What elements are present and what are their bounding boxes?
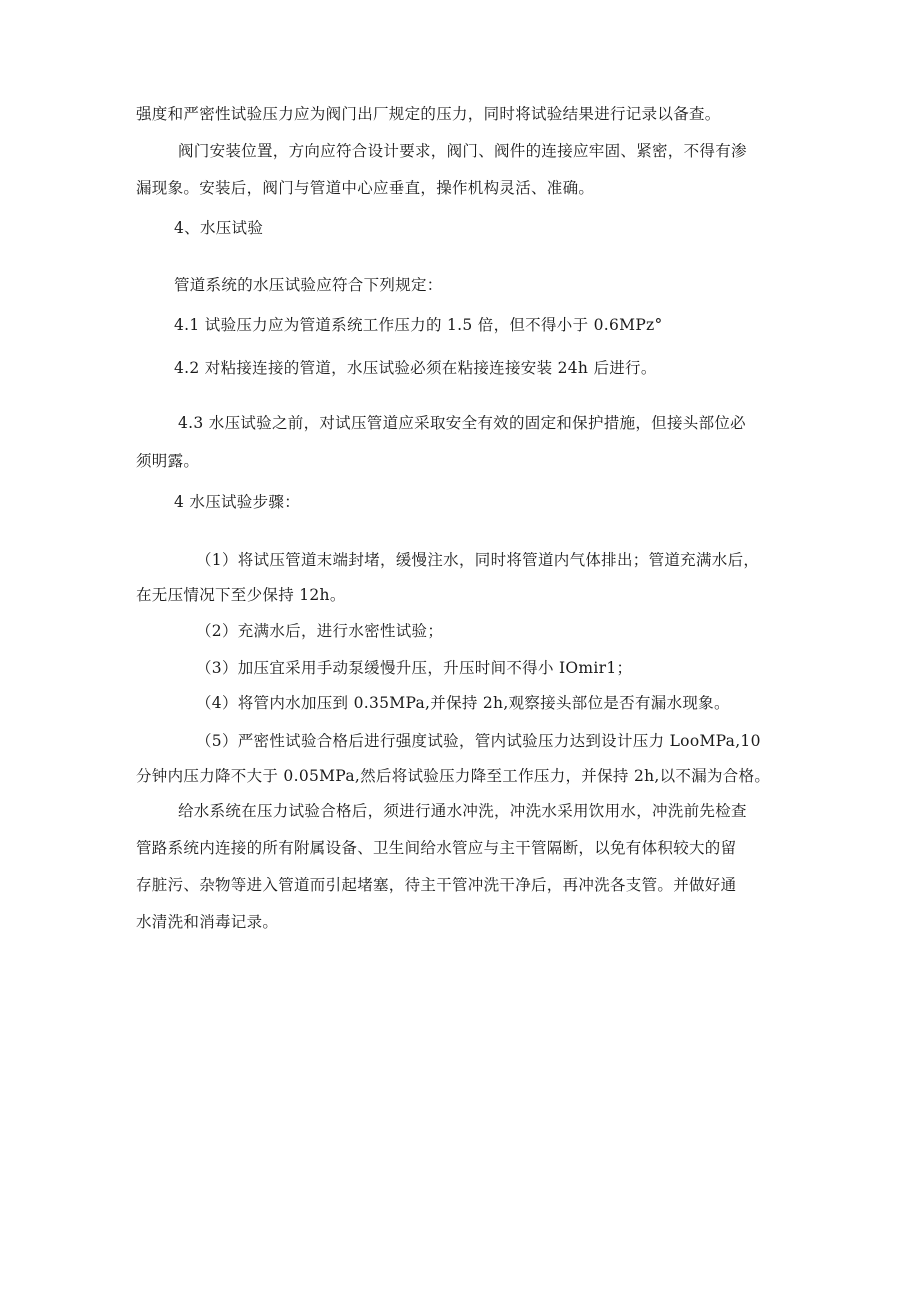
text-line-17: 分钟内压力降不大于 0.05MPa,然后将试验压力降至工作压力，并保持 2h,以不漏为合格。	[136, 767, 771, 785]
text-line-3: 漏现象。安装后，阀门与管道中心应垂直，操作机构灵活、准确。	[136, 179, 595, 197]
text-line-16: （5）严密性试验合格后进行强度试验，管内试验压力达到设计压力 LooMPa,10	[196, 732, 761, 750]
text-line-8: 4.3 水压试验之前，对试压管道应采取安全有效的固定和保护措施，但接头部位必	[178, 414, 746, 432]
text-line-2: 阀门安装位置，方向应符合设计要求，阀门、阀件的连接应牢固、紧密，不得有渗	[178, 142, 747, 160]
text-line-15: （4）将管内水加压到 0.35MPa,并保持 2h,观察接头部位是否有漏水现象。	[196, 694, 730, 712]
text-line-9: 须明露。	[136, 452, 200, 470]
section-heading: 4、水压试验	[174, 219, 264, 237]
text-line-11: （1）将试压管道末端封堵，缓慢注水，同时将管道内气体排出；管道充满水后，	[196, 551, 760, 569]
text-line-14: （3）加压宜采用手动泵缓慢升压，升压时间不得小 IOmir1；	[196, 659, 633, 677]
subsection-heading: 4 水压试验步骤：	[174, 493, 300, 511]
text-line-12: 在无压情况下至少保持 12h。	[136, 586, 346, 604]
text-line-5: 管道系统的水压试验应符合下列规定：	[174, 276, 443, 294]
text-line-13: （2）充满水后，进行水密性试验；	[196, 622, 444, 640]
text-line-18: 给水系统在压力试验合格后，须进行通水冲洗，冲洗水采用饮用水，冲洗前先检查	[178, 802, 747, 820]
text-line-1: 强度和严密性试验压力应为阀门出厂规定的压力，同时将试验结果进行记录以备查。	[136, 105, 721, 123]
text-line-20: 存脏污、杂物等进入管道而引起堵塞，待主干管冲洗干净后，再冲洗各支管。并做好通	[136, 876, 737, 894]
text-line-7: 4.2 对粘接连接的管道，水压试验必须在粘接连接安装 24h 后进行。	[174, 359, 657, 377]
text-line-19: 管路系统内连接的所有附属设备、卫生间给水管应与主干管隔断，以免有体积较大的留	[136, 839, 737, 857]
text-line-6: 4.1 试验压力应为管道系统工作压力的 1.5 倍，但不得小于 0.6MPz°	[174, 316, 663, 334]
text-line-21: 水清洗和消毒记录。	[136, 913, 279, 931]
